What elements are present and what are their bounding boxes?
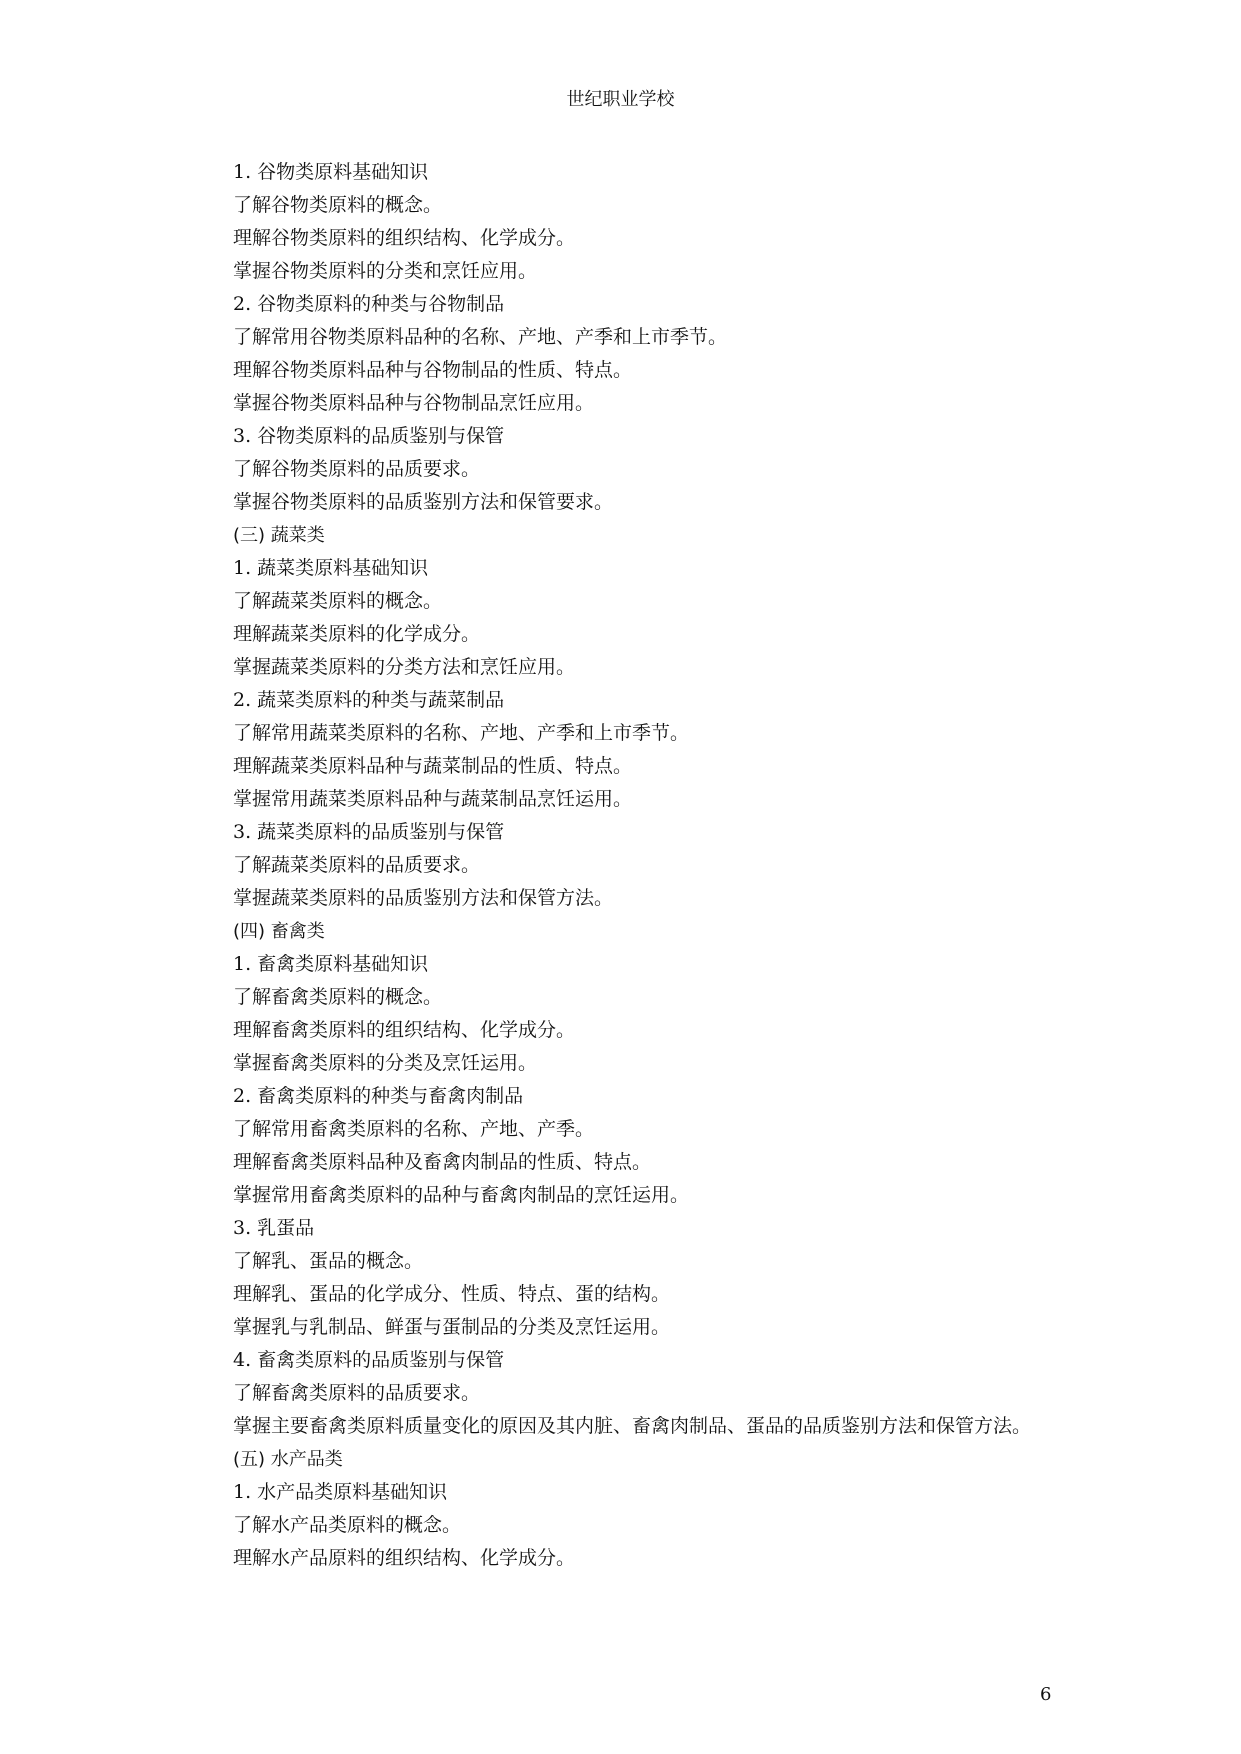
section-heading: (四) 畜禽类 xyxy=(233,921,325,942)
subsection-title: 2. 畜禽类原料的种类与畜禽肉制品 xyxy=(233,1085,524,1107)
text-line: 了解畜禽类原料的概念。 xyxy=(233,986,443,1008)
subsection-title: 3. 蔬菜类原料的品质鉴别与保管 xyxy=(233,821,505,843)
document-body xyxy=(189,156,1059,1575)
text-line: 掌握谷物类原料品种与谷物制品烹饪应用。 xyxy=(233,392,595,414)
text-line: 理解蔬菜类原料品种与蔬菜制品的性质、特点。 xyxy=(233,755,633,777)
text-line: 理解水产品原料的组织结构、化学成分。 xyxy=(233,1547,576,1569)
subsection-title: 2. 蔬菜类原料的种类与蔬菜制品 xyxy=(233,689,505,711)
text-line: 掌握常用蔬菜类原料品种与蔬菜制品烹饪运用。 xyxy=(233,788,633,810)
text-line: 了解常用蔬菜类原料的名称、产地、产季和上市季节。 xyxy=(233,722,690,744)
text-line: 掌握常用畜禽类原料的品种与畜禽肉制品的烹饪运用。 xyxy=(233,1184,690,1206)
text-line: 掌握谷物类原料的品质鉴别方法和保管要求。 xyxy=(233,491,614,513)
subsection-title: 1. 畜禽类原料基础知识 xyxy=(233,953,429,975)
subsection-title: 1. 蔬菜类原料基础知识 xyxy=(233,557,429,579)
text-line: 了解谷物类原料的品质要求。 xyxy=(233,458,481,480)
text-line: 掌握乳与乳制品、鲜蛋与蛋制品的分类及烹饪运用。 xyxy=(233,1316,671,1338)
text-line: 了解常用畜禽类原料的名称、产地、产季。 xyxy=(233,1118,595,1140)
text-line: 了解常用谷物类原料品种的名称、产地、产季和上市季节。 xyxy=(233,326,728,348)
section-heading: (三) 蔬菜类 xyxy=(233,525,325,546)
text-line: 了解蔬菜类原料的品质要求。 xyxy=(233,854,481,876)
text-paragraph: 掌握主要畜禽类原料质量变化的原因及其内脏、畜禽肉制品、蛋品的品质鉴别方法和保管方法。 xyxy=(233,1415,1032,1437)
subsection-title: 4. 畜禽类原料的品质鉴别与保管 xyxy=(233,1349,505,1371)
section-heading: (五) 水产品类 xyxy=(233,1449,343,1470)
text-line: 理解畜禽类原料的组织结构、化学成分。 xyxy=(233,1019,576,1041)
text-line: 理解畜禽类原料品种及畜禽肉制品的性质、特点。 xyxy=(233,1151,652,1173)
text-line: 了解乳、蛋品的概念。 xyxy=(233,1250,424,1272)
text-line: 理解谷物类原料的组织结构、化学成分。 xyxy=(233,227,576,249)
text-line: 理解谷物类原料品种与谷物制品的性质、特点。 xyxy=(233,359,633,381)
subsection-title: 1. 水产品类原料基础知识 xyxy=(233,1481,448,1503)
text-line: 了解水产品类原料的概念。 xyxy=(233,1514,462,1536)
text-line: 理解蔬菜类原料的化学成分。 xyxy=(233,623,481,645)
page-header: 世纪职业学校 xyxy=(566,89,675,110)
subsection-title: 3. 乳蛋品 xyxy=(233,1217,315,1239)
page-number: 6 xyxy=(1040,1684,1052,1705)
text-line: 理解乳、蛋品的化学成分、性质、特点、蛋的结构。 xyxy=(233,1283,671,1305)
text-line: 掌握蔬菜类原料的分类方法和烹饪应用。 xyxy=(233,656,576,678)
subsection-title: 3. 谷物类原料的品质鉴别与保管 xyxy=(233,425,505,447)
text-line: 了解蔬菜类原料的概念。 xyxy=(233,590,443,612)
text-line: 了解谷物类原料的概念。 xyxy=(233,194,443,216)
subsection-title: 1. 谷物类原料基础知识 xyxy=(233,161,429,183)
text-line: 掌握畜禽类原料的分类及烹饪运用。 xyxy=(233,1052,538,1074)
text-line: 掌握谷物类原料的分类和烹饪应用。 xyxy=(233,260,538,282)
subsection-title: 2. 谷物类原料的种类与谷物制品 xyxy=(233,293,505,315)
text-line: 了解畜禽类原料的品质要求。 xyxy=(233,1382,481,1404)
text-line: 掌握蔬菜类原料的品质鉴别方法和保管方法。 xyxy=(233,887,614,909)
